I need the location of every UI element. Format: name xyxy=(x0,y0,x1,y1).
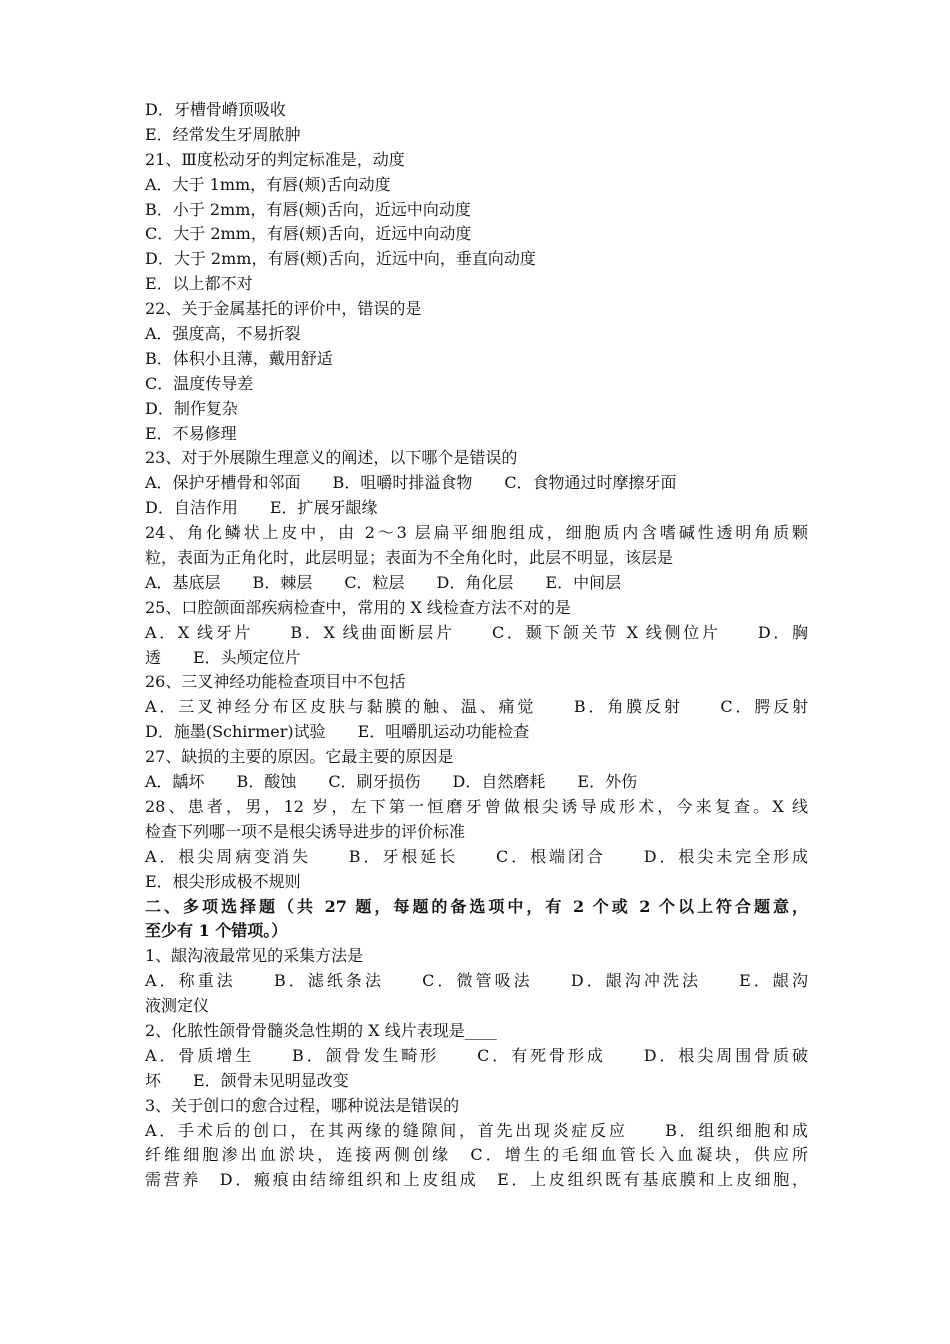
question-line: 22、关于金属基托的评价中，错误的是 xyxy=(145,299,422,319)
option-line: A．称重法 B．滤纸条法 C．微管吸法 D．龈沟冲洗法 E．龈沟 xyxy=(145,971,808,991)
question-line: 21、Ⅲ度松动牙的判定标准是，动度 xyxy=(145,149,405,169)
option-line: A．手术后的创口，在其两缘的缝隙间，首先出现炎症反应 B．组织细胞和成 xyxy=(145,1120,808,1140)
option-line: A．X 线牙片 B．X 线曲面断层片 C．颞下颌关节 X 线侧位片 D．胸 xyxy=(145,622,808,642)
option-line: A．保护牙槽骨和邻面 B．咀嚼时排溢食物 C．食物通过时摩擦牙面 xyxy=(145,473,677,493)
option-line: A．基底层 B．棘层 C．粒层 D．角化层 E．中间层 xyxy=(145,572,622,592)
option-line: A．强度高，不易折裂 xyxy=(145,324,301,344)
document-page xyxy=(145,98,808,1193)
option-line: B．小于 2mm，有唇(颊)舌向，近远中向动度 xyxy=(145,199,471,219)
option-line: 纤维细胞渗出血淤块，连接两侧创缘 C．增生的毛细血管长入血凝块，供应所 xyxy=(145,1145,808,1165)
question-line: 粒，表面为正角化时，此层明显；表面为不全角化时，此层不明显，该层是 xyxy=(145,548,674,568)
section-heading: 二、多项选择题（共 27 题，每题的备选项中，有 2 个或 2 个以上符合题意， xyxy=(145,896,808,916)
option-line: C．大于 2mm，有唇(颊)舌向，近远中向动度 xyxy=(145,224,472,244)
option-line: 透 E．头颅定位片 xyxy=(145,647,301,667)
question-line: 23、对于外展隙生理意义的阐述，以下哪个是错误的 xyxy=(145,448,518,468)
option-line: B．体积小且薄，戴用舒适 xyxy=(145,348,333,368)
question-line: 2、化脓性颌骨骨髓炎急性期的 X 线片表现是____ xyxy=(145,1020,497,1040)
option-line: A．大于 1mm，有唇(颊)舌向动度 xyxy=(145,174,391,194)
option-line: D．施墨(Schirmer)试验 E．咀嚼肌运动功能检查 xyxy=(145,722,530,742)
option-line: E．以上都不对 xyxy=(145,274,253,294)
option-line: E．经常发生牙周脓肿 xyxy=(145,124,301,144)
question-line: 25、口腔颌面部疾病检查中，常用的 X 线检查方法不对的是 xyxy=(145,597,571,617)
option-line: 坏 E．颌骨未见明显改变 xyxy=(145,1070,349,1090)
option-line: A．龋坏 B．酸蚀 C．刷牙损伤 D．自然磨耗 E．外伤 xyxy=(145,772,638,792)
option-line: 需营养 D．瘢痕由结缔组织和上皮组成 E．上皮组织既有基底膜和上皮细胞， xyxy=(145,1170,808,1190)
option-line: D．牙槽骨嵴顶吸收 xyxy=(145,100,286,119)
option-line: A．根尖周病变消失 B．牙根延长 C．根端闭合 D．根尖未完全形成 xyxy=(145,846,808,866)
question-line: 1、龈沟液最常见的采集方法是 xyxy=(145,946,364,966)
question-line: 3、关于创口的愈合过程，哪种说法是错误的 xyxy=(145,1095,460,1115)
option-line: E．根尖形成极不规则 xyxy=(145,871,301,891)
question-line: 26、三叉神经功能检查项目中不包括 xyxy=(145,672,406,692)
section-heading: 至少有 1 个错项。） xyxy=(145,921,288,941)
option-line: D．大于 2mm，有唇(颊)舌向，近远中向，垂直向动度 xyxy=(145,249,536,269)
option-line: D．制作复杂 xyxy=(145,398,238,418)
question-line: 24、角化鳞状上皮中，由 2～3 层扁平细胞组成，细胞质内含嗜碱性透明角质颗 xyxy=(145,523,808,543)
option-line: A．骨质增生 B．颌骨发生畸形 C．有死骨形成 D．根尖周围骨质破 xyxy=(145,1045,808,1065)
question-line: 检查下列哪一项不是根尖诱导进步的评价标准 xyxy=(145,821,466,841)
option-line: A．三叉神经分布区皮肤与黏膜的触、温、痛觉 B．角膜反射 C．腭反射 xyxy=(145,697,808,717)
option-line: E．不易修理 xyxy=(145,423,237,443)
question-line: 27、缺损的主要的原因。它最主要的原因是 xyxy=(145,747,454,767)
option-line: D．自洁作用 E．扩展牙龈缘 xyxy=(145,498,378,518)
option-line: C．温度传导差 xyxy=(145,373,254,393)
question-line: 28、患者，男，12 岁，左下第一恒磨牙曾做根尖诱导成形术，今来复查。X 线 xyxy=(145,796,808,816)
option-line: 液测定仪 xyxy=(145,996,210,1016)
